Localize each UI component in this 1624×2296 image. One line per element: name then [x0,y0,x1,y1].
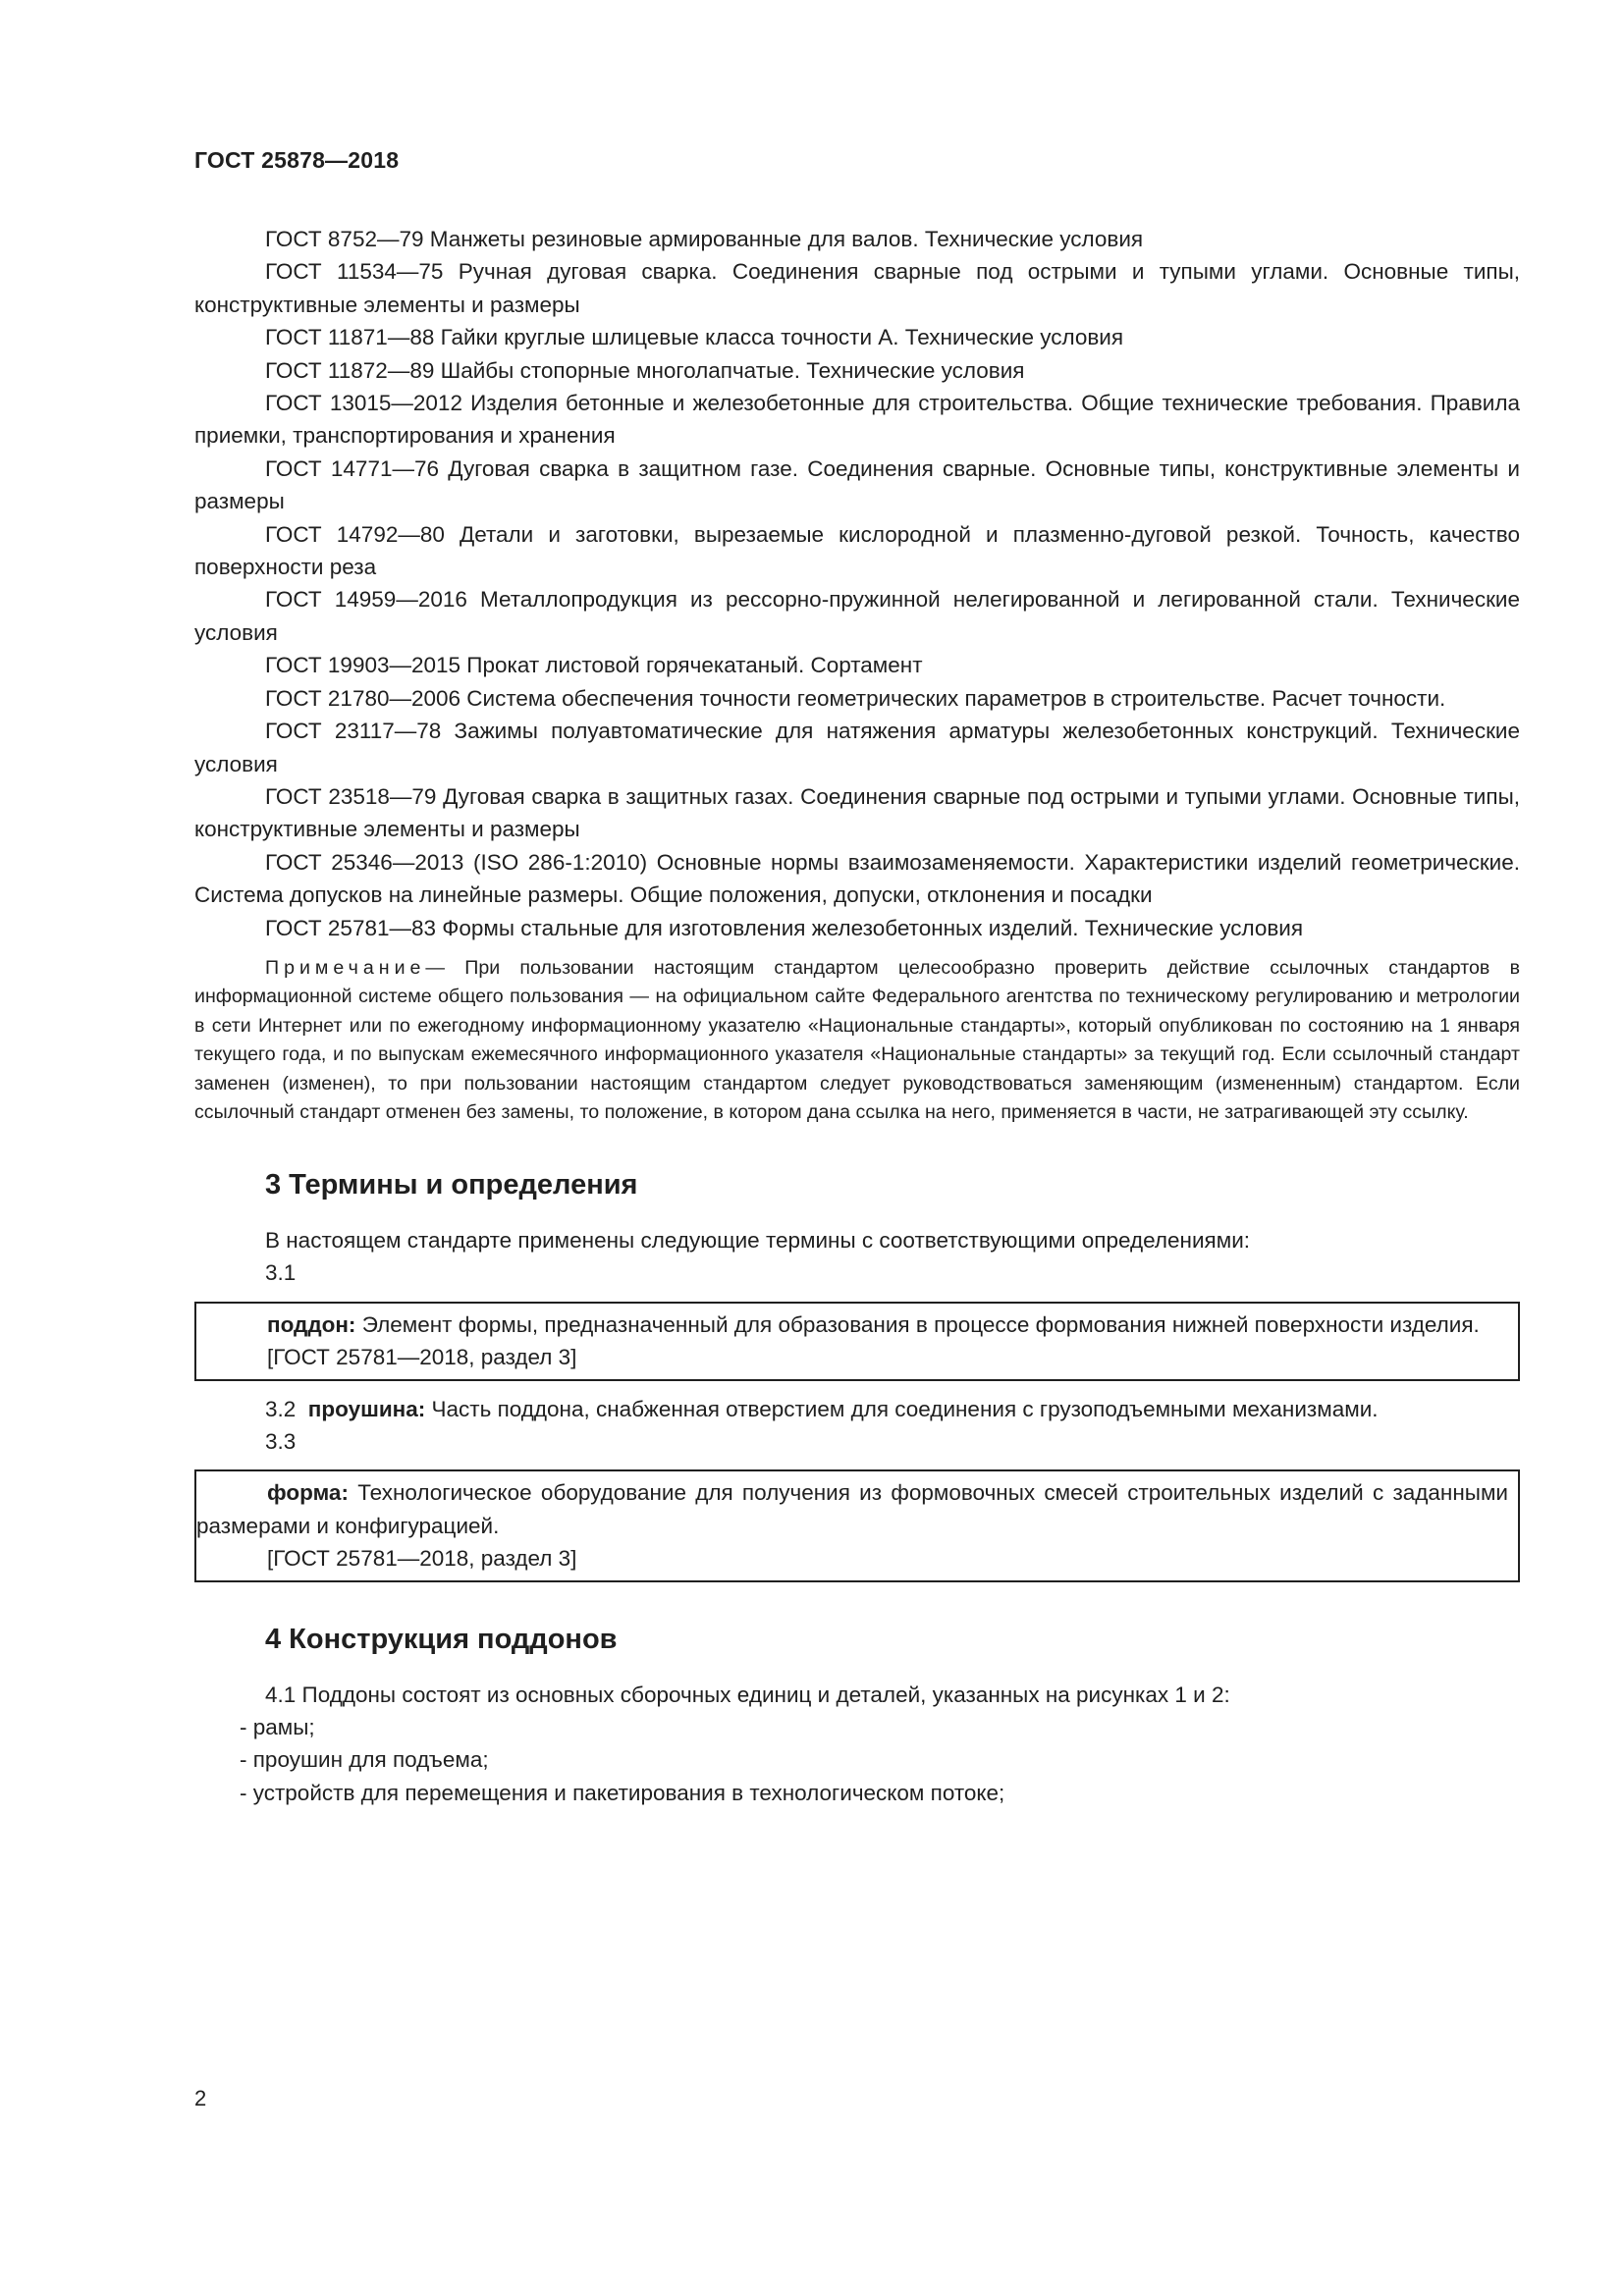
term-3-1-box [194,1302,1520,1381]
list-item: - рамы; [240,1715,315,1739]
reference-item: ГОСТ 11871—88 Гайки круглые шлицевые класса точности А. Технические условия [265,325,1124,350]
document-header-code: ГОСТ 25878—2018 [194,147,400,173]
reference-item: ГОСТ 8752—79 Манжеты резиновые армированные для валов. Технические условия [265,227,1144,251]
term-3-3-term: форма: [267,1480,349,1506]
reference-item: ГОСТ 14959—2016 Металлопродукция из рессорно-пружинной нелегированной и легированной стали. Технические условия [194,587,1520,645]
term-3-1-source: [ГОСТ 25781—2018, раздел 3] [267,1345,577,1370]
term-3-1-term: поддон: [267,1311,356,1337]
note-text: — При пользовании настоящим стандартом целесообразно проверить действие ссылочных стандартов в информационной системе общего пользования — на официальном сайте Федерального агентства по техническому регулированию и метрологии в сети Интернет или по ежегодному информационному указателю «Национальные стандарты», который опубликован по состоянию на 1 января текущего года, и по выпускам ежемесячного информационного указателя «Национальные стандарты» за текущий год. Если ссылочный стандарт заменен (изменен), то при пользовании настоящим стандартом следует руководствоваться заменяющим (измененным) стандартом. Если ссылочный стандарт отменен без замены, то положение, в котором дана ссылка на него, применяется в части, не затрагивающей эту ссылку. [194,956,1520,1124]
reference-item: ГОСТ 13015—2012 Изделия бетонные и железобетонные для строительства. Общие технические требования. Правила приемки, транспортирования и хранения [194,391,1520,449]
term-3-1-number: 3.1 [265,1260,297,1286]
reference-item: ГОСТ 11534—75 Ручная дуговая сварка. Соединения сварные под острыми и тупыми углами. Основные типы, конструктивные элементы и размеры [194,259,1520,317]
reference-item: ГОСТ 21780—2006 Система обеспечения точности геометрических параметров в строительстве. Расчет точности. [265,685,1446,711]
list-item: - проушин для подъема; [240,1747,489,1773]
page-number: 2 [194,2086,207,2110]
term-3-1-text: Элемент формы, предназначенный для образования в процессе формования нижней поверхности изделия. [355,1311,1480,1337]
term-3-1-definition [196,1308,1508,1341]
term-3-3-text: Технологическое оборудование для получения из формовочных смесей строительных изделий с заданными размерами и конфигурацией. [196,1480,1508,1538]
reference-item: ГОСТ 14771—76 Дуговая сварка в защитном газе. Соединения сварные. Основные типы, конструктивные элементы и размеры [194,455,1520,514]
reference-item: ГОСТ 19903—2015 Прокат листовой горячекатаный. Сортамент [265,653,923,678]
reference-note [194,954,1520,1128]
reference-item: ГОСТ 23518—79 Дуговая сварка в защитных газах. Соединения сварные под острыми и тупыми углами. Основные типы, конструктивные элементы и размеры [194,783,1520,842]
normative-references-list [194,223,1520,944]
reference-item: ГОСТ 14792—80 Детали и заготовки, вырезаемые кислородной и плазменно-дуговой резкой. Точность, качество поверхности реза [194,521,1520,580]
note-label: Примечание [265,956,426,979]
term-3-3-number: 3.3 [265,1428,297,1454]
term-3-2-term: проушина: [307,1396,426,1421]
section-3-title: 3 Термины и определения [265,1168,638,1201]
document-page [194,147,1520,1809]
term-3-2-definition [194,1393,1520,1425]
reference-item: ГОСТ 25346—2013 (ISO 286-1:2010) Основные нормы взаимозаменяемости. Характеристики изделий геометрические. Система допусков на линейные размеры. Общие положения, допуски, отклонения и посадки [194,849,1520,908]
term-3-3-box [194,1469,1520,1581]
section-4-title: 4 Конструкция поддонов [265,1623,618,1655]
reference-item: ГОСТ 23117—78 Зажимы полуавтоматические для натяжения арматуры железобетонных конструкций. Технические условия [194,719,1520,776]
paragraph-4-1: 4.1 Поддоны состоят из основных сборочных единиц и деталей, указанных на рисунках 1 и 2: [265,1682,1230,1707]
term-3-2-number: 3.2 [265,1396,297,1421]
list-item: - устройств для перемещения и пакетирования в технологическом потоке; [240,1780,1005,1805]
term-3-3-definition [196,1476,1508,1542]
reference-item: ГОСТ 11872—89 Шайбы стопорные многолапчатые. Технические условия [265,357,1025,383]
term-3-3-source: [ГОСТ 25781—2018, раздел 3] [267,1546,577,1572]
term-3-2-text: Часть поддона, снабженная отверстием для соединения с грузоподъемными механизмами. [425,1396,1379,1421]
section-3-intro: В настоящем стандарте применены следующие термины с соответствующими определениями: [265,1227,1251,1253]
reference-item: ГОСТ 25781—83 Формы стальные для изготовления железобетонных изделий. Технические условия [265,915,1304,940]
